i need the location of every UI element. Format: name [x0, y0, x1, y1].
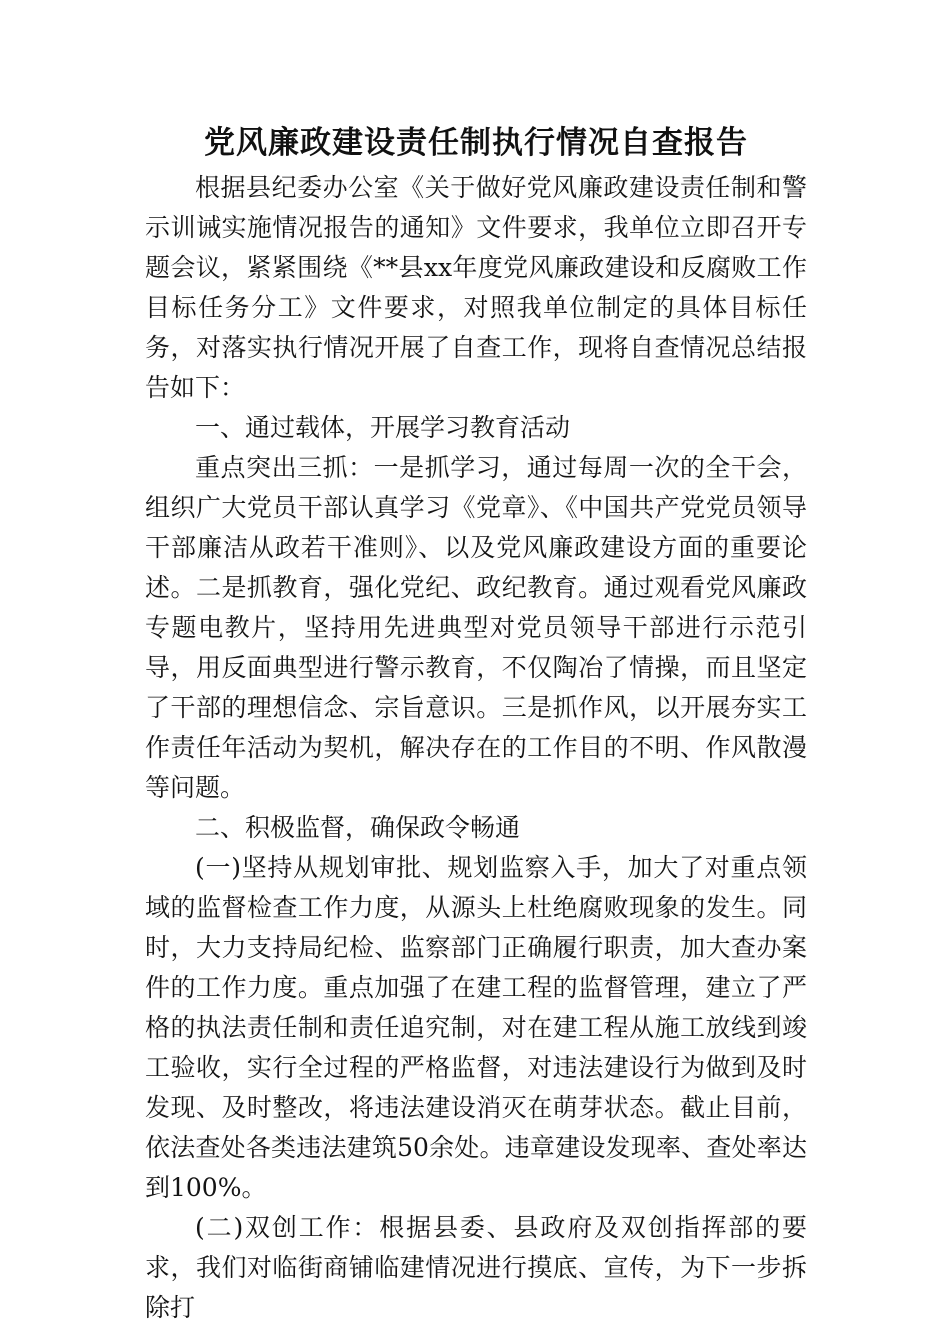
document-title: 党风廉政建设责任制执行情况自查报告: [204, 125, 748, 161]
intro-paragraph: 根据县纪委办公室《关于做好党风廉政建设责任制和警示训诫实施情况报告的通知》文件要求，我单位立即召开专题会议，紧紧围绕《**县xx年度党风廉政建设和反腐败工作目标任务分工》文件要求，对照我单位制定的具体目标任务，对落实执行情况开展了自查工作，现将自查情况总结报告如下：: [145, 173, 807, 402]
section-1-body: 重点突出三抓：一是抓学习，通过每周一次的全干会，组织广大党员干部认真学习《党章》、《中国共产党党员领导干部廉洁从政若干准则》、以及党风廉政建设方面的重要论述。二是抓教育，强化党纪、政纪教育。通过观看党风廉政专题电教片，坚持用先进典型对党员领导干部进行示范引导，用反面典型进行警示教育，不仅陶冶了情操，而且坚定了干部的理想信念、宗旨意识。三是抓作风，以开展夯实工作责任年活动为契机，解决存在的工作目的不明、作风散漫等问题。: [145, 453, 807, 802]
section-2-heading: 二、积极监督，确保政令畅通: [195, 813, 521, 842]
document-page: [145, 118, 807, 1328]
section-2-item-2: (二)双创工作：根据县委、县政府及双创指挥部的要求，我们对临街商铺临建情况进行摸底、宣传，为下一步拆除打: [145, 1213, 807, 1322]
section-1-heading: 一、通过载体，开展学习教育活动: [195, 413, 571, 442]
section-2-item-1: (一)坚持从规划审批、规划监察入手，加大了对重点领域的监督检查工作力度，从源头上杜绝腐败现象的发生。同时，大力支持局纪检、监察部门正确履行职责，加大查办案件的工作力度。重点加强了在建工程的监督管理，建立了严格的执法责任制和责任追究制，对在建工程从施工放线到竣工验收，实行全过程的严格监督，对违法建设行为做到及时发现、及时整改，将违法建设消灭在萌芽状态。截止目前，依法查处各类违法建筑50余处。违章建设发现率、查处率达到100%。: [145, 853, 807, 1202]
